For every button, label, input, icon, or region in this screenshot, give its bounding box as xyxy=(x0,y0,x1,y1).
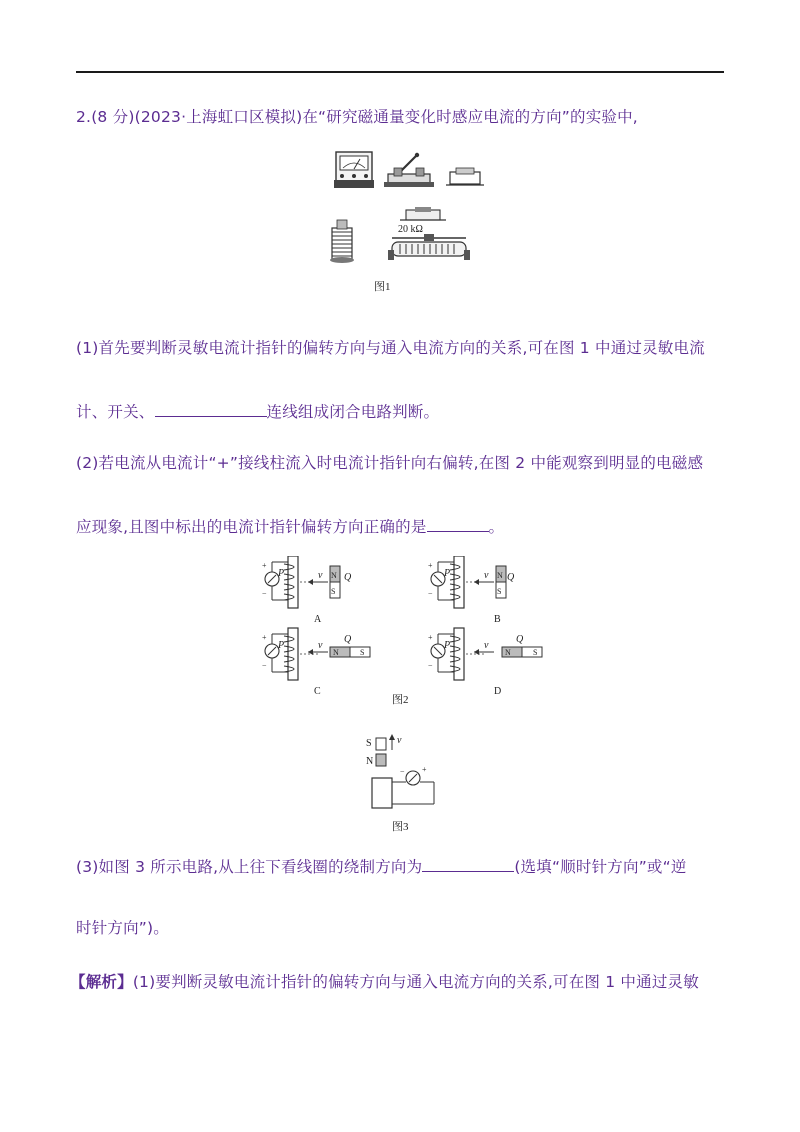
part3-line1 xyxy=(76,857,687,877)
fig2-d-coil-label: P xyxy=(444,640,451,651)
fig3-minus: − xyxy=(400,767,405,776)
fig2-d-label: D xyxy=(494,686,502,697)
question-header: 2.(8 分)(2023·上海虹口区模拟)在“研究磁通量变化时感应电流的方向”的实验中, xyxy=(76,108,638,126)
part2-line1: (2)若电流从电流计“+”接线柱流入时电流计指针向右偏转,在图 2 中能观察到明显的电磁感 xyxy=(76,454,704,472)
fig2-b-coil-label: P xyxy=(444,568,451,579)
fig2-a-plus: + xyxy=(262,561,267,570)
part2-line2-after: 。 xyxy=(488,518,505,536)
analysis-text: (1)要判断灵敏电流计指针的偏转方向与通入电流方向的关系,可在图 1 中通过灵敏 xyxy=(132,973,699,991)
fig2-c-south: S xyxy=(360,648,365,657)
fig2-b-minus: − xyxy=(428,589,433,598)
fig2-d-minus: − xyxy=(428,661,433,670)
figure-2 xyxy=(252,556,552,706)
fig2-d-magnet-label: Q xyxy=(516,634,524,645)
galvanometer-icon xyxy=(334,152,374,188)
figure-1-caption: 图1 xyxy=(374,281,391,293)
answer-blank-2[interactable] xyxy=(427,517,489,532)
fig2-c-label: C xyxy=(314,686,321,697)
fig2-b-magnet-label: Q xyxy=(507,572,515,583)
fig2-panel-a xyxy=(262,556,352,625)
fig3-plus: + xyxy=(422,765,427,774)
fig2-c-coil-label: P xyxy=(278,640,285,651)
fig2-a-south: S xyxy=(331,587,336,596)
fig2-a-velocity: v xyxy=(318,570,323,581)
fig2-d-south: S xyxy=(533,648,538,657)
part3-line1-before: (3)如图 3 所示电路,从上往下看线圈的绕制方向为 xyxy=(76,858,423,876)
part1-line2-before: 计、开关、 xyxy=(76,403,155,421)
part3-line2: 时针方向”)。 xyxy=(76,919,169,937)
part1-line1: (1)首先要判断灵敏电流计指针的偏转方向与通入电流方向的关系,可在图 1 中通过灵敏电流 xyxy=(76,339,705,357)
switch-icon xyxy=(384,153,434,187)
fig2-d-plus: + xyxy=(428,633,433,642)
figure-1 xyxy=(320,150,490,295)
fig2-a-magnet-label: Q xyxy=(344,572,352,583)
fig2-b-south: S xyxy=(497,587,502,596)
part1-line2 xyxy=(76,402,439,422)
figure-2-caption: 图2 xyxy=(392,694,409,706)
fig2-c-magnet-label: Q xyxy=(344,634,352,645)
fig2-c-north: N xyxy=(333,648,339,657)
fig2-b-label: B xyxy=(494,614,501,625)
fig2-c-velocity: v xyxy=(318,640,323,651)
part1-line2-after: 连线组成闭合电路判断。 xyxy=(266,403,440,421)
fig2-a-minus: − xyxy=(262,589,267,598)
part2-line2-before: 应现象,且图中标出的电流计指针偏转方向正确的是 xyxy=(76,518,427,536)
figure-3 xyxy=(362,732,442,812)
analysis-line xyxy=(70,972,699,992)
fig2-c-minus: − xyxy=(262,661,267,670)
fig3-north: N xyxy=(366,756,374,767)
fig2-panel-b xyxy=(428,556,515,625)
resistor-label: 20 kΩ xyxy=(398,224,423,235)
fig2-d-north: N xyxy=(505,648,511,657)
answer-blank-3[interactable] xyxy=(422,857,514,872)
fig2-b-north: N xyxy=(497,571,503,580)
analysis-tag: 【解析】 xyxy=(70,973,133,991)
rheostat-icon xyxy=(388,234,470,260)
fig2-a-label: A xyxy=(314,614,322,625)
fig2-d-velocity: v xyxy=(484,640,489,651)
fig2-a-north: N xyxy=(331,571,337,580)
fig2-b-plus: + xyxy=(428,561,433,570)
fig2-c-plus: + xyxy=(262,633,267,642)
resistor-icon xyxy=(400,207,446,220)
fig2-a-coil-label: P xyxy=(278,568,285,579)
battery-icon xyxy=(446,168,484,185)
part3-line1-after: (选填“顺时针方向”或“逆 xyxy=(514,858,687,876)
fig3-south: S xyxy=(366,738,372,749)
fig2-panel-d xyxy=(428,628,542,697)
fig3-velocity: v xyxy=(397,735,402,746)
figure-3-caption: 图3 xyxy=(392,821,409,833)
fig2-b-velocity: v xyxy=(484,570,489,581)
fig2-panel-c xyxy=(262,628,370,697)
part2-line2 xyxy=(76,517,504,537)
coil-icon xyxy=(330,220,354,263)
top-rule xyxy=(76,71,724,73)
answer-blank-1[interactable] xyxy=(155,402,267,417)
